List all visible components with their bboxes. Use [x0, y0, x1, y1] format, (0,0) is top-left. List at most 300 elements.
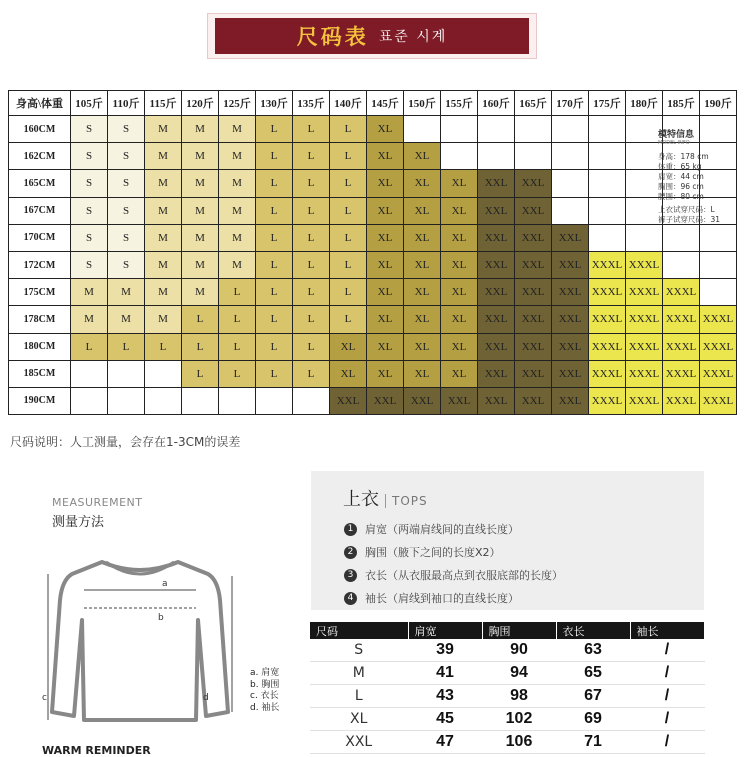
legend-item: b. 胸围: [250, 679, 280, 690]
size-cell: L: [293, 224, 330, 251]
height-header: 167CM: [9, 197, 71, 224]
height-header: 190CM: [9, 387, 71, 414]
measure-value-cell: 69: [556, 708, 630, 731]
size-cell: S: [108, 143, 145, 170]
size-cell: XL: [441, 251, 478, 278]
size-cell: XXL: [478, 224, 515, 251]
height-header: 178CM: [9, 306, 71, 333]
model-info-lines: [658, 152, 744, 202]
size-cell: XXL: [404, 387, 441, 414]
size-cell: L: [256, 197, 293, 224]
measure-value-cell: 45: [408, 708, 482, 731]
banner: [207, 13, 537, 59]
size-cell: [441, 116, 478, 143]
model-info-line: 体重：65 kg: [658, 162, 702, 171]
size-cell: XXL: [552, 333, 589, 360]
size-cell: XXL: [367, 387, 404, 414]
size-cell: L: [330, 306, 367, 333]
size-cell: XXXL: [700, 387, 737, 414]
size-cell: XXXL: [626, 387, 663, 414]
size-cell: [256, 387, 293, 414]
size-cell: L: [256, 333, 293, 360]
measure-value-cell: 102: [482, 708, 556, 731]
weight-header: 155斤: [441, 91, 478, 116]
size-cell: XXXL: [663, 360, 700, 387]
size-cell: XL: [367, 170, 404, 197]
number-badge: 4: [344, 592, 357, 605]
size-cell: XXL: [478, 279, 515, 306]
measurement-table: [310, 622, 705, 754]
weight-header: 125斤: [219, 91, 256, 116]
size-cell: [515, 143, 552, 170]
size-row: [9, 279, 737, 306]
size-row: [9, 143, 737, 170]
weight-header: 120斤: [182, 91, 219, 116]
number-badge: 3: [344, 569, 357, 582]
weight-header: 175斤: [589, 91, 626, 116]
column-header: 袖长: [630, 622, 704, 639]
size-cell: S: [108, 251, 145, 278]
model-info-fit: [658, 205, 744, 225]
letter-b: b: [158, 613, 164, 623]
size-row: [9, 387, 737, 414]
size-cell: S: [108, 170, 145, 197]
size-cell: M: [219, 143, 256, 170]
height-header: 172CM: [9, 251, 71, 278]
size-cell: S: [108, 197, 145, 224]
size-cell: L: [293, 143, 330, 170]
weight-header: 150斤: [404, 91, 441, 116]
size-cell: XXL: [515, 360, 552, 387]
size-cell: XXL: [515, 224, 552, 251]
size-cell: M: [219, 251, 256, 278]
size-chart-header-row: [9, 91, 737, 116]
size-cell: L: [219, 333, 256, 360]
size-cell: XXXL: [589, 333, 626, 360]
measurement-row: [310, 662, 704, 685]
size-cell: M: [182, 251, 219, 278]
size-cell: M: [145, 170, 182, 197]
size-cell: XXL: [478, 170, 515, 197]
size-cell: XL: [367, 143, 404, 170]
size-cell: [626, 224, 663, 251]
size-cell: XL: [441, 306, 478, 333]
measure-value-cell: /: [630, 731, 704, 754]
size-cell: M: [145, 116, 182, 143]
size-cell: L: [256, 143, 293, 170]
size-cell: [700, 279, 737, 306]
size-cell: XXL: [552, 387, 589, 414]
size-cell: L: [145, 333, 182, 360]
model-info-line: 胸围：96 cm: [658, 182, 704, 191]
size-cell: XXXL: [589, 360, 626, 387]
size-cell: M: [219, 197, 256, 224]
measurement-title: 测量方法: [52, 515, 105, 530]
size-cell: [700, 251, 737, 278]
size-cell: XXXL: [663, 387, 700, 414]
measurement-header-row: [310, 622, 704, 639]
banner-subtitle: 표준 시계: [378, 29, 448, 45]
size-cell: S: [71, 251, 108, 278]
size-cell: [108, 387, 145, 414]
size-cell: M: [219, 116, 256, 143]
size-cell: L: [293, 116, 330, 143]
size-cell: [71, 360, 108, 387]
size-cell: XXL: [552, 224, 589, 251]
size-cell: L: [256, 251, 293, 278]
size-cell: XXXL: [589, 279, 626, 306]
size-cell: M: [108, 279, 145, 306]
size-row: [9, 333, 737, 360]
size-cell: [589, 116, 626, 143]
size-cell: S: [108, 224, 145, 251]
size-cell: XXL: [441, 387, 478, 414]
size-cell: L: [330, 116, 367, 143]
tops-item: [344, 567, 563, 583]
weight-header: 140斤: [330, 91, 367, 116]
size-cell: [589, 143, 626, 170]
size-cell: XL: [367, 224, 404, 251]
size-cell: XXL: [515, 306, 552, 333]
measurement-row: [310, 685, 704, 708]
size-cell: [589, 197, 626, 224]
height-header: 175CM: [9, 279, 71, 306]
size-cell: XL: [441, 279, 478, 306]
size-cell: XL: [441, 333, 478, 360]
size-cell: M: [182, 143, 219, 170]
column-header: 尺码: [310, 622, 408, 639]
weight-header: 145斤: [367, 91, 404, 116]
size-cell: XL: [441, 170, 478, 197]
height-header: 160CM: [9, 116, 71, 143]
measure-value-cell: 71: [556, 731, 630, 754]
size-cell: XXXL: [589, 387, 626, 414]
letter-c: c: [42, 693, 47, 703]
weight-header: 135斤: [293, 91, 330, 116]
size-cell: L: [293, 360, 330, 387]
size-cell: [552, 116, 589, 143]
model-info-line: 肩宽：44 cm: [658, 172, 704, 181]
size-cell: M: [71, 279, 108, 306]
weight-header: 115斤: [145, 91, 182, 116]
size-cell: XXL: [552, 306, 589, 333]
size-cell: [589, 224, 626, 251]
measure-value-cell: 41: [408, 662, 482, 685]
size-cell: XXXL: [663, 333, 700, 360]
size-cell: M: [219, 224, 256, 251]
size-cell: XL: [404, 306, 441, 333]
size-cell: XL: [441, 224, 478, 251]
size-row: [9, 197, 737, 224]
size-cell: XL: [330, 360, 367, 387]
measurement-title-en: MEASUREMENT: [52, 496, 143, 509]
size-cell: L: [330, 279, 367, 306]
size-cell: XXXL: [700, 360, 737, 387]
measure-value-cell: 67: [556, 685, 630, 708]
size-cell: XL: [441, 197, 478, 224]
measure-value-cell: /: [630, 708, 704, 731]
size-row: [9, 306, 737, 333]
weight-header: 110斤: [108, 91, 145, 116]
measure-value-cell: 90: [482, 639, 556, 662]
size-cell: L: [293, 333, 330, 360]
size-cell: S: [71, 143, 108, 170]
size-cell: [71, 387, 108, 414]
measure-value-cell: 94: [482, 662, 556, 685]
size-cell: L: [256, 170, 293, 197]
size-cell: XL: [404, 333, 441, 360]
column-header: 胸围: [482, 622, 556, 639]
size-cell: [219, 387, 256, 414]
size-cell: L: [219, 306, 256, 333]
tops-item-text: 肩宽（两端肩线间的直线长度）: [365, 523, 519, 536]
size-cell: M: [182, 116, 219, 143]
size-cell: M: [145, 143, 182, 170]
size-cell: [293, 387, 330, 414]
size-cell: XXXL: [700, 333, 737, 360]
size-cell: S: [108, 116, 145, 143]
measurement-row: [310, 731, 704, 754]
tops-item: [344, 544, 501, 560]
size-cell: L: [293, 170, 330, 197]
size-cell: XL: [367, 306, 404, 333]
size-cell: XL: [367, 333, 404, 360]
letter-d: d: [203, 693, 209, 703]
size-cell: XXXL: [626, 333, 663, 360]
size-label-cell: S: [310, 639, 408, 662]
size-cell: S: [71, 224, 108, 251]
size-cell: XXL: [515, 170, 552, 197]
size-cell: [145, 360, 182, 387]
measurement-legend: [250, 668, 279, 714]
size-cell: XXL: [478, 360, 515, 387]
size-cell: XXL: [515, 197, 552, 224]
column-header: 肩宽: [408, 622, 482, 639]
size-label-cell: XXL: [310, 731, 408, 754]
legend-item: a. 肩宽: [250, 668, 280, 678]
number-badge: 2: [344, 546, 357, 559]
size-cell: [552, 197, 589, 224]
size-cell: L: [256, 279, 293, 306]
size-cell: XXL: [478, 333, 515, 360]
size-cell: M: [145, 224, 182, 251]
tops-item-text: 胸围（腋下之间的长度X2）: [365, 546, 501, 559]
size-cell: L: [330, 224, 367, 251]
size-cell: XXXL: [626, 251, 663, 278]
size-cell: XL: [367, 251, 404, 278]
size-cell: L: [256, 360, 293, 387]
weight-header: 105斤: [71, 91, 108, 116]
weight-header: 165斤: [515, 91, 552, 116]
size-cell: XL: [367, 116, 404, 143]
size-cell: XL: [367, 360, 404, 387]
size-cell: XL: [441, 360, 478, 387]
size-cell: L: [330, 197, 367, 224]
size-cell: L: [330, 143, 367, 170]
measure-value-cell: 65: [556, 662, 630, 685]
size-cell: [182, 387, 219, 414]
measure-value-cell: /: [630, 662, 704, 685]
size-label-cell: XL: [310, 708, 408, 731]
size-cell: [626, 197, 663, 224]
size-cell: L: [256, 116, 293, 143]
size-cell: M: [182, 197, 219, 224]
size-cell: XXL: [552, 279, 589, 306]
size-cell: XXXL: [589, 306, 626, 333]
measure-value-cell: /: [630, 639, 704, 662]
size-cell: XXL: [552, 360, 589, 387]
measurement-row: [310, 708, 704, 731]
measure-value-cell: 98: [482, 685, 556, 708]
size-cell: XL: [330, 333, 367, 360]
size-cell: [626, 116, 663, 143]
weight-header: 185斤: [663, 91, 700, 116]
size-cell: XXL: [552, 251, 589, 278]
size-cell: XXXL: [700, 306, 737, 333]
size-cell: L: [182, 333, 219, 360]
weight-header: 190斤: [700, 91, 737, 116]
size-cell: XXXL: [663, 279, 700, 306]
size-cell: [552, 170, 589, 197]
size-cell: XL: [367, 279, 404, 306]
size-cell: XL: [404, 251, 441, 278]
size-cell: XXL: [478, 251, 515, 278]
height-header: 165CM: [9, 170, 71, 197]
size-chart-table: [8, 90, 737, 415]
size-cell: [700, 224, 737, 251]
size-note: 尺码说明：人工测量，会存在1-3CM的误差: [10, 435, 241, 449]
height-header: 170CM: [9, 224, 71, 251]
size-cell: XL: [404, 143, 441, 170]
height-header: 185CM: [9, 360, 71, 387]
size-cell: XXXL: [663, 306, 700, 333]
size-cell: M: [182, 224, 219, 251]
size-cell: XXXL: [626, 360, 663, 387]
weight-header: 170斤: [552, 91, 589, 116]
size-cell: L: [71, 333, 108, 360]
height-header: 162CM: [9, 143, 71, 170]
tops-item-text: 袖长（肩线到袖口的直线长度）: [365, 592, 519, 605]
size-cell: [404, 116, 441, 143]
measure-value-cell: /: [630, 685, 704, 708]
size-cell: XL: [404, 170, 441, 197]
size-cell: [145, 387, 182, 414]
banner-title: 尺码表: [296, 25, 369, 49]
size-cell: XL: [367, 197, 404, 224]
size-cell: S: [71, 116, 108, 143]
size-cell: XXL: [515, 333, 552, 360]
size-cell: L: [108, 333, 145, 360]
measure-value-cell: 39: [408, 639, 482, 662]
size-cell: L: [293, 251, 330, 278]
size-cell: [108, 360, 145, 387]
size-cell: M: [182, 279, 219, 306]
tops-title: 上衣: [343, 489, 379, 510]
size-cell: L: [219, 279, 256, 306]
weight-header: 130斤: [256, 91, 293, 116]
model-info-fit-line: 上衣试穿尺码：L: [658, 205, 715, 214]
model-info-line: 腰围：80 cm: [658, 192, 704, 201]
size-cell: XXXL: [626, 306, 663, 333]
size-cell: [441, 143, 478, 170]
size-cell: M: [219, 170, 256, 197]
size-cell: M: [108, 306, 145, 333]
weight-header: 180斤: [626, 91, 663, 116]
size-cell: XXL: [330, 387, 367, 414]
size-cell: M: [71, 306, 108, 333]
size-cell: [515, 116, 552, 143]
size-cell: L: [182, 306, 219, 333]
size-cell: XL: [404, 197, 441, 224]
size-row: [9, 360, 737, 387]
size-row: [9, 224, 737, 251]
tops-item-text: 衣长（从衣服最高点到衣服底部的长度）: [365, 569, 563, 582]
legend-item: c. 衣长: [250, 691, 279, 701]
size-cell: M: [145, 197, 182, 224]
size-cell: XXL: [515, 251, 552, 278]
size-cell: S: [71, 197, 108, 224]
tops-header: [343, 485, 428, 511]
model-info-fit-line: 裤子试穿尺码：31: [658, 215, 721, 224]
size-cell: L: [330, 251, 367, 278]
size-cell: XXL: [478, 306, 515, 333]
size-cell: [478, 143, 515, 170]
corner-header: 身高\体重: [9, 91, 71, 116]
size-cell: [626, 170, 663, 197]
size-cell: L: [256, 224, 293, 251]
model-info: [658, 127, 744, 225]
size-cell: M: [182, 170, 219, 197]
size-cell: [626, 143, 663, 170]
size-row: [9, 251, 737, 278]
warm-reminder: WARM REMINDER: [42, 744, 151, 757]
size-cell: XL: [404, 360, 441, 387]
size-cell: [552, 143, 589, 170]
size-cell: L: [330, 170, 367, 197]
size-cell: L: [182, 360, 219, 387]
tops-item: [344, 521, 519, 537]
measurement-row: [310, 639, 704, 662]
model-info-line: 身高：178 cm: [658, 152, 709, 161]
tops-item: [344, 590, 519, 606]
size-cell: M: [145, 251, 182, 278]
model-info-title-en: MODEL INFO: [658, 140, 690, 146]
column-header: 衣长: [556, 622, 630, 639]
tops-title-en: TOPS: [385, 494, 428, 508]
size-cell: XXXL: [589, 251, 626, 278]
size-label-cell: L: [310, 685, 408, 708]
size-cell: [663, 251, 700, 278]
measure-value-cell: 43: [408, 685, 482, 708]
size-cell: XL: [404, 279, 441, 306]
tops-panel: [311, 471, 704, 610]
size-cell: XXL: [478, 387, 515, 414]
size-cell: L: [293, 306, 330, 333]
size-label-cell: M: [310, 662, 408, 685]
size-cell: M: [145, 306, 182, 333]
size-cell: XXL: [515, 279, 552, 306]
legend-item: d. 袖长: [250, 702, 280, 713]
size-cell: XL: [404, 224, 441, 251]
size-row: [9, 116, 737, 143]
size-cell: [589, 170, 626, 197]
size-row: [9, 170, 737, 197]
size-cell: L: [219, 360, 256, 387]
number-badge: 1: [344, 523, 357, 536]
measure-value-cell: 63: [556, 639, 630, 662]
garment-outline: [52, 562, 228, 720]
measure-value-cell: 47: [408, 731, 482, 754]
